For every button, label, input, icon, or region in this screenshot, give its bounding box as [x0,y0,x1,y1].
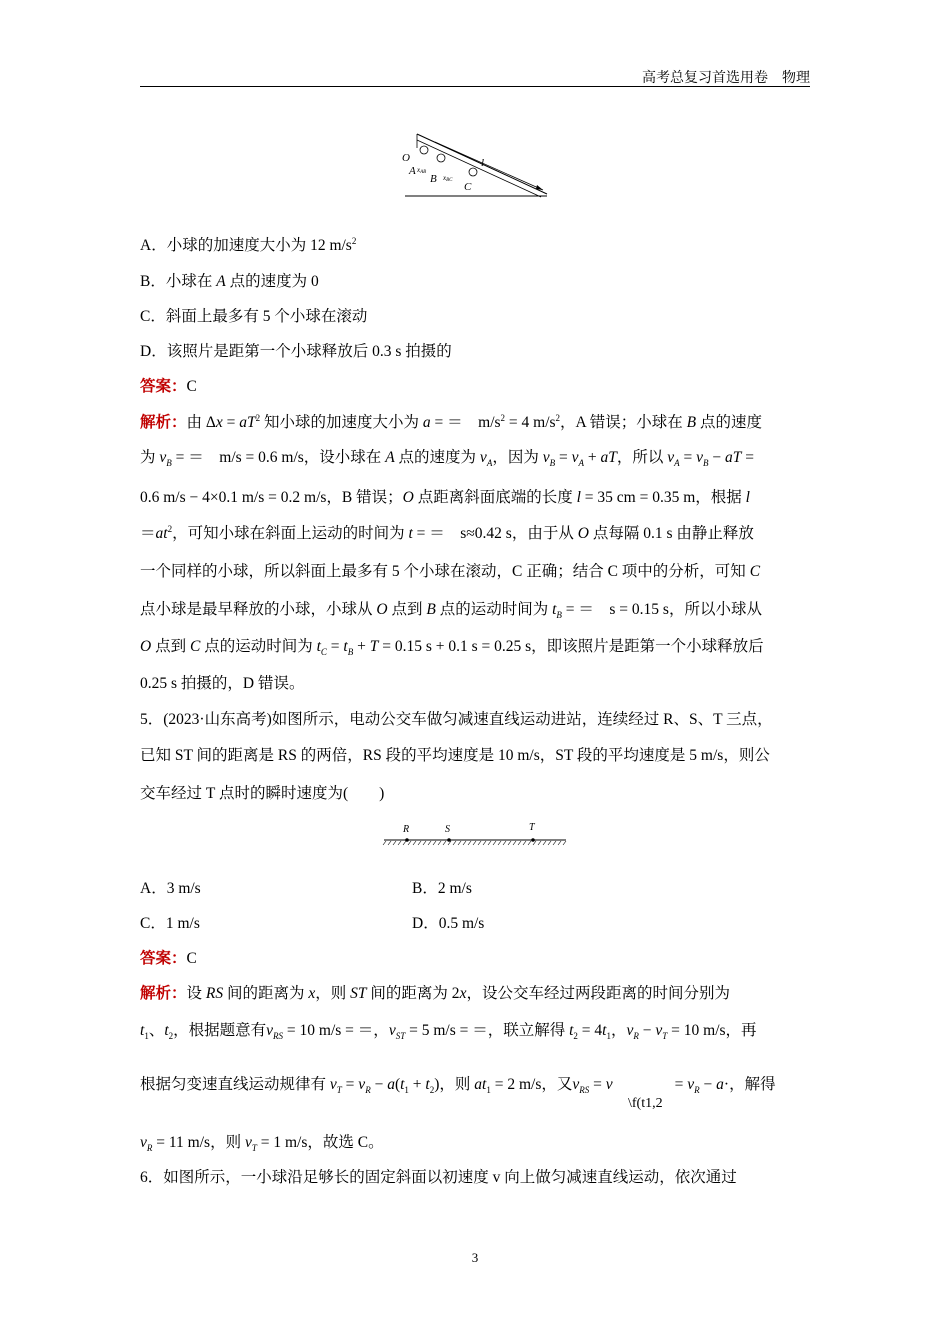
q4-analysis-line5: 一个同样的小球，所以斜面上最多有 5 个小球在滚动，C 正确；结合 C 项中的分析，可知 C [140,563,761,580]
q5-option-d: D．0.5 m/s [412,915,485,932]
label-t: T [529,822,535,833]
header-title: 高考总复习首选用卷 物理 [642,71,810,86]
q5-analysis-line4: $v_R = 11$ m/s，则 $v_T = 1$ m/s，故选 C。 [140,1134,384,1154]
q4-option-a: A．小球的加速度大小为 12 $m/s^2$ [140,235,357,254]
q4-analysis-line8: 0.25 s 拍摄的，D 错误。 [140,675,305,692]
ball-a [420,146,428,154]
q5-stem-line1: 5．(2023·山东高考)如图所示，电动公交车做匀减速直线运动进站，连续经过 R、S、T 三点， [140,711,773,728]
q5-analysis-line2: $t_1$、$t_2$，根据题意有$v_{RS} = 10$ m/s = ＝，$v_{ST} = 5$ m/s = ＝，联立解得 $t_2 = 4t_1$，$v_R - v_T = 10$ m/s，再 [140,1022,757,1042]
label-c: C [464,181,472,193]
q5-option-b: B．2 m/s [412,880,472,897]
point-r [405,838,409,842]
label-r: R [403,824,410,835]
q4-analysis-line2: 为 $v_B$ = ＝ m/s = 0.6 m/s，设小球在 A 点的速度为 $v_A$，因为 $v_B = v_A$ + aT，所以 $v_A = v_B$ − aT = [140,449,755,469]
page-header [140,64,810,87]
q4-option-d: D．该照片是距第一个小球释放后 0.3 s 拍摄的 [140,343,452,360]
q4-analysis-line7: O 点到 C 点的运动时间为 $t_C = t_B + T = 0.15$ s + 0.1 s = 0.25 s，即该照片是距第一个小球释放后 [140,638,764,658]
q5-analysis-line3: 根据匀变速直线运动规律有 $v_T = v_R - a(t_1 + t_2)$，则 $at_1 = 2$ m/s，又$v_{RS} = v$ = $v_R - a\cdot$，解得 [140,1076,776,1096]
q5-analysis-fragment: \f(t1,2 [628,1096,663,1111]
q4-option-b: B．小球在 A 点的速度为 0 [140,273,319,290]
label-s: S [445,824,450,835]
incline-figure [395,128,555,200]
q4-analysis-line6: 点小球是最早释放的小球，小球从 O 点到 B 点的运动时间为 $t_B$ = ＝ s = 0.15 s，所以小球从 [140,601,762,621]
label-o: O [402,152,410,164]
q4-analysis-line3: 0.6 m/s − 4×0.1 m/s = 0.2 m/s，B 错误；O 点距离斜面底端的长度 l = 35 cm = 0.35 m，根据 l [140,489,750,506]
q4-analysis-line4: $=at^2$，可知小球在斜面上运动的时间为 t = ＝ s≈0.42 s，由于从 O 点每隔 0.1 s 由静止释放 [140,523,754,542]
label-b: B [430,173,437,185]
q5-option-a: A．3 m/s [140,880,201,897]
label-l: l [481,157,485,169]
label-xab: xAB [417,166,427,175]
label-xbc: xBC [443,174,453,183]
q5-answer: 答案：C [140,950,197,967]
q4-option-c: C．斜面上最多有 5 个小球在滚动 [140,308,368,325]
q5-stem-line2: 已知 ST 间的距离是 RS 的两倍，RS 段的平均速度是 10 m/s，ST 段的平均速度是 5 m/s，则公 [140,747,770,764]
ball-b [437,154,445,162]
q5-option-c: C．1 m/s [140,915,200,932]
ball-c [469,168,477,176]
q5-analysis-line1: 解析：设 RS 间的距离为 x，则 ST 间的距离为 2x，设公交车经过两段距离的时间分别为 [140,985,730,1002]
page-number: 3 [471,1250,479,1265]
q4-answer: 答案：C [140,378,197,395]
point-s [447,838,451,842]
q5-stem-line3: 交车经过 T 点时的瞬时速度为( ) [140,785,385,802]
label-a: A [409,165,416,177]
point-t [531,838,535,842]
road-figure [382,820,568,848]
q4-analysis-line1: 解析：由 $\Delta x = aT^2$ 知小球的加速度大小为 a = ＝ $m/s^2 = 4$ $m/s^2$，A 错误；小球在 B 点的速度 [140,412,762,431]
q6-stem-line1: 6．如图所示，一小球沿足够长的固定斜面以初速度 v 向上做匀减速直线运动，依次通过 [140,1169,737,1186]
